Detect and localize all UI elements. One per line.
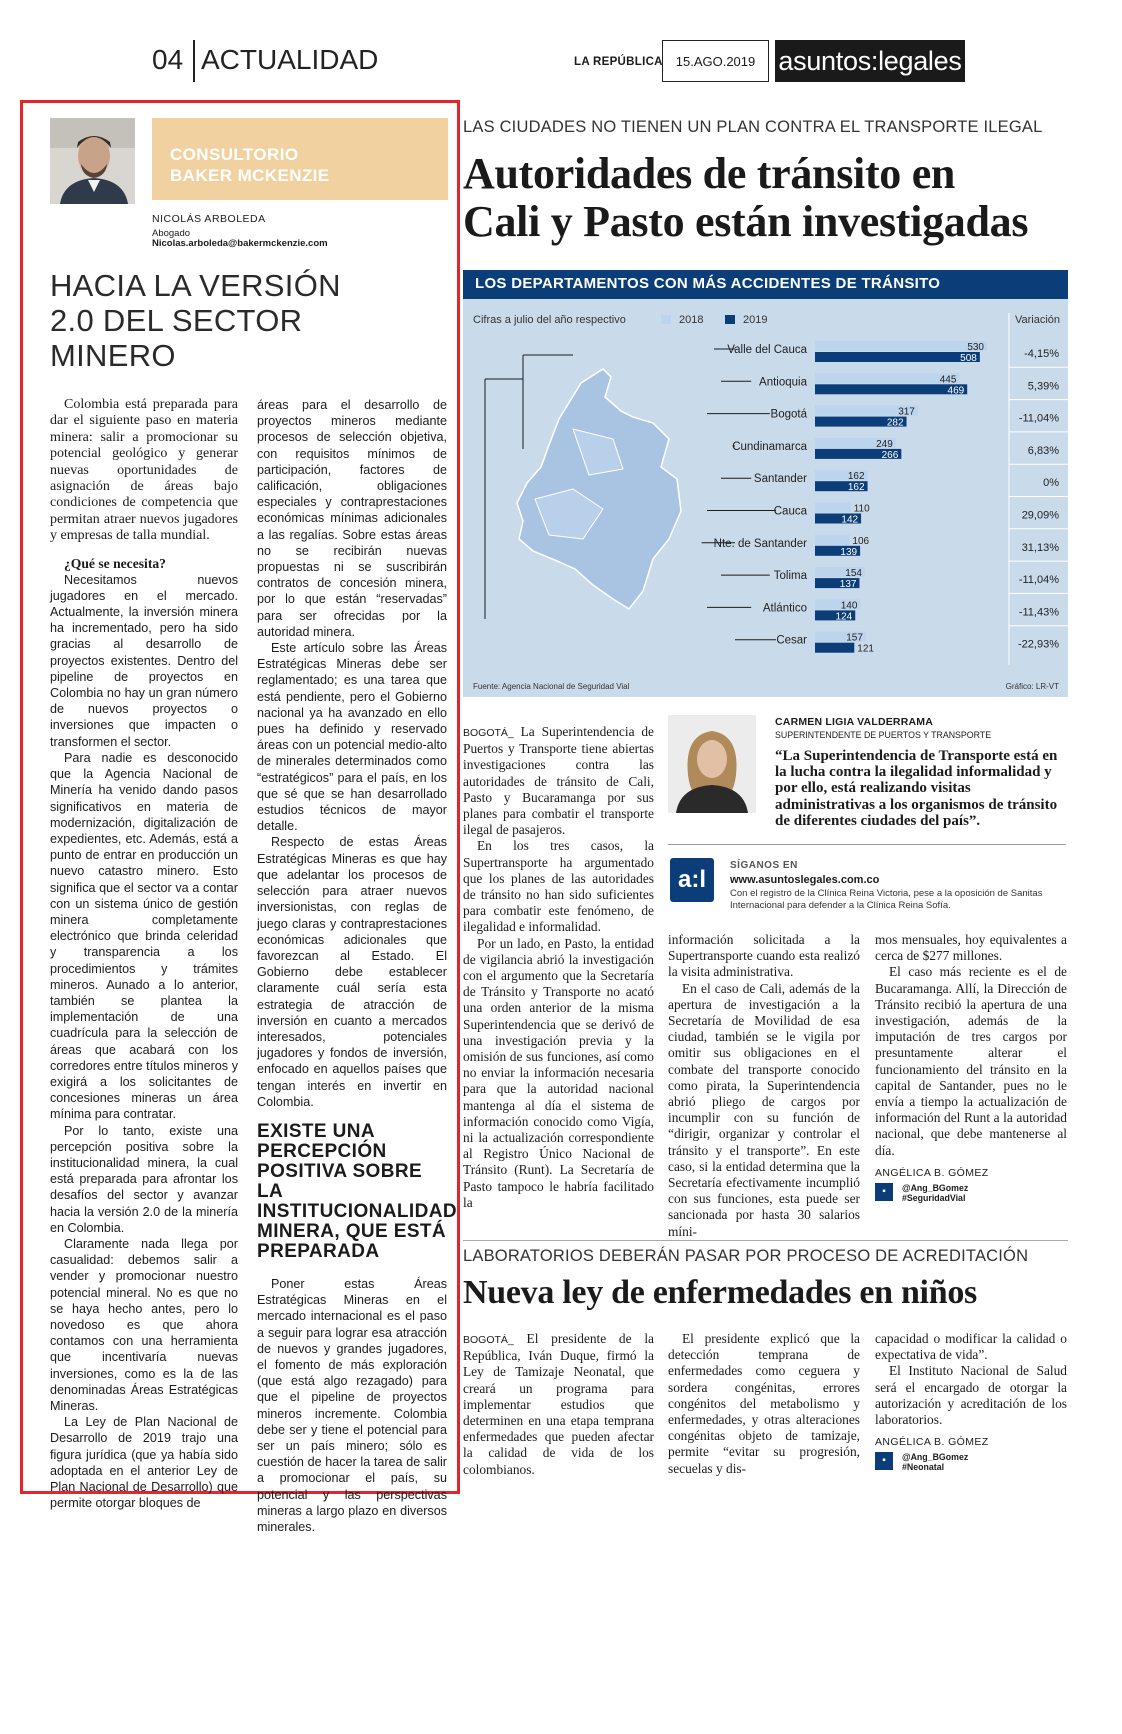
variation-value: 31,13%: [1021, 541, 1059, 554]
variation-value: -11,04%: [1018, 412, 1059, 425]
newspaper-name: LA REPÚBLICA: [574, 56, 663, 68]
author-photo: [50, 118, 135, 204]
variation-value: 5,39%: [1027, 380, 1059, 393]
variation-value: -11,43%: [1018, 606, 1059, 619]
brand-logo: [775, 40, 965, 82]
section-title: ACTUALIDAD: [201, 44, 379, 75]
opinion-title-line3: MINERO: [50, 338, 176, 373]
article-kicker: LAS CIUDADES NO TIENEN UN PLAN CONTRA EL TRANSPORTE ILEGAL: [463, 118, 1043, 136]
opinion-lead: Colombia está preparada para dar el siguiente paso en materia minera: salir a promocionar su potencial geológico y generar nuevas oportunidades de asignación de áreas bajo condiciones de competencia que permitan atraer nuevos jugadores y empresas de talla mundial.: [50, 397, 238, 544]
opinion-paragraph: áreas para el desarrollo de proyectos mineros mediante procesos de selección objetiva, con requisitos mínimos de participación, factores de calificación, obligaciones especiales y contraprestaciones económicas mínimas adicionales a las regalías. Sobre estas áreas no se recibirán nuevas propuestas ni se suscribirán contratos de concesión minera, por lo que están “reservadas” para ser ofrecidas por la autoridad minera.: [257, 398, 447, 639]
column-label-line1: CONSULTORIO: [170, 145, 299, 164]
author-handle[interactable]: @Ang_BGomez: [902, 1452, 969, 1463]
article-column-3: [875, 932, 1067, 1203]
issue-date: [662, 40, 769, 82]
website-link[interactable]: www.asuntoslegales.com.co: [730, 874, 880, 886]
opinion-paragraph: Poner estas Áreas Estratégicas Mineras en el mercado internacional es el paso a seguir para lograr esa atracción de nuevos y grandes jugadores, el fomento de más exploración (que está algo rezagado) para que el pipeline de proyectos mineros incremente. Colombia debe ser y tiene el potencial para ser un país minero; sólo es cuestión de hacer la tarea de salir a promocionar el país, su potencial y las perspectivas mineras a largo plazo en diversos minerales.: [257, 1276, 447, 1534]
category-label: Santander: [753, 473, 807, 486]
article2-column-3: [875, 1331, 1067, 1491]
follow-note: Con el registro de la Clínica Reina Victoria, pese a la oposición de Sanitas Internacional para defender a la Clínica Reina Sofía.: [730, 888, 1043, 911]
opinion-title-line1: HACIA LA VERSIÓN: [50, 268, 341, 303]
article-paragraph: [463, 1331, 654, 1478]
article-paragraph: El Instituto Nacional de Salud será el encargado de otorgar la autorización y acreditación de los laboratorios.: [875, 1363, 1067, 1428]
value-label-2018: 140: [840, 600, 858, 612]
byline-social: [875, 1452, 1067, 1475]
opinion-column-2: [257, 397, 457, 1534]
opinion-title: [50, 268, 430, 373]
value-label-2018: 106: [852, 535, 870, 547]
colombia-map: [517, 369, 681, 609]
category-label: Cesar: [776, 634, 807, 647]
column-label-line2: BAKER MCKENZIE: [170, 166, 330, 185]
chart-title: LOS DEPARTAMENTOS CON MÁS ACCIDENTES DE TRÁNSITO: [463, 270, 1068, 299]
value-label-2019: 469: [947, 385, 965, 397]
byline: ANGÉLICA B. GÓMEZ: [875, 1166, 989, 1179]
value-label-2019: 121: [857, 643, 874, 655]
variation-value: 29,09%: [1021, 509, 1059, 522]
article-column-1: [463, 724, 654, 1214]
article-paragraph: [463, 724, 654, 838]
asuntos-legales-logo: a:l: [670, 858, 714, 902]
chart-credit: Gráfico: LR-VT: [1005, 682, 1059, 691]
category-label: Antioquia: [759, 376, 807, 389]
variation-value: -22,93%: [1018, 638, 1059, 651]
bar-2018: [815, 535, 849, 545]
opinion-paragraph: Claramente nada llega por casualidad: debemos salir a vender y promocionar nuestro potencial mineral. No es que no se haya hecho antes, pero lo novedoso es que ahora contamos con una herramienta que incentivaría nuevas inversiones, como es la de las denominadas Áreas Estratégicas Mineras.: [50, 1236, 238, 1414]
hashtag[interactable]: #SeguridadVial: [902, 1192, 966, 1203]
value-label-2019: 266: [881, 449, 899, 461]
article-paragraph: El presidente explicó que la detección temprana de enfermedades como ceguera y sordera congénitas, errores congénitos del metabolismo y enfermedades, y otras alteraciones congénitas objeto de tamizaje, permite “evitar su progresión, secuelas y dis-: [668, 1331, 860, 1476]
article2-column-2: [668, 1331, 860, 1491]
article-paragraph: información solicitada a la Supertransporte cuando esta realizó la visita administrativa.: [668, 932, 860, 980]
column-label: [170, 144, 330, 186]
opinion-paragraph: Por lo tanto, existe una percepción positiva sobre la institucionalidad minera, la cual está preparada para afrontar los desafíos del sector y avanzar hacia la versión 2.0 de la minería en Colombia.: [50, 1123, 238, 1235]
article-paragraph: mos mensuales, hoy equivalentes a cerca de $277 millones.: [875, 932, 1067, 964]
variation-header: Variación: [1015, 314, 1061, 326]
value-label-2019: 142: [841, 514, 859, 526]
value-label-2019: 137: [839, 579, 857, 591]
opinion-column-1: [50, 397, 238, 1511]
author-role: Abogado: [152, 228, 191, 239]
variation-value: 0%: [1043, 477, 1059, 490]
opinion-paragraph: Para nadie es desconocido que la Agencia Nacional de Minería ha venido dando pasos significativos en materia de modernización, digitalización de expedientes, etc. Además, está a punto de entrar en producción un nuevo catastro minero. Esto significa que el sector va a contar con un sistema único de gestión minera completamente electrónico que brinda celeridad y transparencia a los procedimientos y trámites mineros. Aunado a lo anterior, también se plantea la implementación de una cuadrícula para la selección de áreas que acabará con los corredores entre títulos mineros y exigirá a los solicitantes de concesiones mineras un área mínima para contratar.: [50, 750, 238, 1122]
value-label-2018: 110: [853, 503, 870, 515]
article-paragraph: El caso más reciente es el de Bucaramanga. Allí, la Dirección de Tránsito recibió la apertura de una investigación, además de la imputación de tres cargos por presuntamente alterar el funcionamiento del tránsito en la capital de Santander, pues no le envía a tiempo la actualización de información del Runt a la autoridad nacional, que debe mantenerse al día.: [875, 964, 1067, 1158]
divider: [668, 844, 1066, 845]
follow-label: SÍGANOS EN: [730, 860, 798, 871]
issue-date-text: 15.AGO.2019: [675, 53, 756, 69]
article-paragraph: Por un lado, en Pasto, la entidad de vigilancia abrió la investigación con el argumento que la Secretaría de Tránsito y Transporte no acató una orden anterior de la misma Superintendencia que se derivó de una investigación previa y la omisión de sus funciones, así como no enviar la información necesaria para que la autoridad nacional mantenga al día el sistema de información conocido como Vigía, ni la actualización correspondiente al Registro Único Nacional de Tránsito (Runt). La Secretaría de Pasto tampoco le habría facilitado la: [463, 935, 654, 1210]
brand-text: asuntos:legales: [778, 45, 962, 76]
dateline: BOGOTÁ_: [463, 727, 514, 739]
quote-text: “La Superintendencia de Transporte está en la lucha contra la ilegalidad informalidad y por ello, está realizando visitas administrativas a los organismos de tránsito de diferentes ciudades del país”.: [775, 748, 1058, 829]
quote-author-name: CARMEN LIGIA VALDERRAMA: [775, 716, 934, 728]
value-label-2018: 157: [846, 632, 863, 644]
pull-quote: EXISTE UNA PERCEPCIÓN POSITIVA SOBRE LA INSTITUCIONALIDAD MINERA, QUE ESTÁ PREPARADA: [257, 1120, 457, 1262]
value-label-2018: 154: [845, 568, 862, 580]
hashtag[interactable]: #Neonatal: [902, 1462, 945, 1473]
opinion-paragraph: La Ley de Plan Nacional de Desarrollo de 2019 trajo una figura jurídica (que ya había sido adoptada en el anterior Ley de Plan Nacional de Desarrollo) que permite otorgar bloques de: [50, 1415, 238, 1511]
opinion-paragraph: Respecto de estas Áreas Estratégicas Mineras es que hay que adelantar los procesos de selección para atraer nuevos inversionistas, con reglas de juego claras y contraprestaciones económicas adicionales que favorezcan al Estado. El Gobierno debe establecer claramente cuál sería esta estrategia de atracción de inversión en cuanto a mercados interesados, potenciales jugadores y fondos de inversión, enfocado en aquellos países que tengan interés en invertir en Colombia.: [257, 835, 447, 1109]
bar-2018: [815, 373, 959, 386]
headline-line2: Cali y Pasto están investigadas: [463, 197, 1029, 246]
legend-label-2018: 2018: [679, 314, 704, 326]
value-label-2018: 162: [847, 471, 865, 483]
legend-swatch-2018: [661, 315, 671, 324]
bar-2019: [815, 384, 967, 397]
variation-value: -11,04%: [1018, 574, 1059, 587]
category-label: Nte. de Santander: [713, 537, 807, 550]
value-label-2018: 249: [876, 438, 893, 450]
article2-headline: Nueva ley de enfermedades en niños: [463, 1274, 977, 1311]
twitter-icon: ▪: [875, 1452, 893, 1470]
author-name: NICOLÁS ARBOLEDA: [152, 213, 266, 225]
article-paragraph: capacidad o modificar la calidad o expectativa de vida”.: [875, 1331, 1067, 1363]
value-label-2019: 282: [886, 417, 904, 429]
opinion-subhead: ¿Qué se necesita?: [64, 555, 166, 571]
byline-social: [875, 1183, 1067, 1206]
value-label-2018: 530: [967, 342, 984, 353]
chart-note: Cifras a julio del año respectivo: [473, 314, 626, 326]
article-column-2: [668, 932, 860, 1239]
byline-handles: [902, 1452, 968, 1472]
bar-2018: [815, 341, 987, 351]
dateline: BOGOTÁ_: [463, 1334, 514, 1346]
value-label-2019: 162: [847, 482, 865, 494]
twitter-icon: ▪: [875, 1183, 893, 1201]
article2-column-1: [463, 1331, 654, 1491]
author-email[interactable]: Nicolas.arboleda@bakermckenzie.com: [152, 238, 328, 249]
opinion-paragraph: Este artículo sobre las Áreas Estratégicas Mineras debe ser reglamentado; es una tarea que está pendiente, pero el Gobierno nacional ya ha avanzado en ello pues ha definido y reservado áreas con un potencial medio-alto de minerales determinados como “estratégicos” para el país, en los que sé que se han desarrollado estudios técnicos de mayor detalle.: [257, 641, 447, 834]
category-label: Cauca: [773, 505, 807, 518]
category-label: Valle del Cauca: [727, 344, 807, 356]
category-label: Tolima: [773, 570, 807, 583]
value-label-2019: 124: [835, 611, 853, 623]
byline: ANGÉLICA B. GÓMEZ: [875, 1436, 989, 1449]
accident-chart: [463, 299, 1068, 697]
article-paragraph: En los tres casos, la Supertransporte ha argumentado que los planes de las autoridades de tránsito no han sido suficientes para combatir este fenómeno, de ilegalidad e informalidad.: [463, 838, 654, 935]
variation-value: -4,15%: [1024, 348, 1059, 360]
value-label-2018: 445: [939, 374, 957, 386]
article-headline: [463, 150, 1093, 246]
page-number: 04: [152, 44, 184, 75]
value-label-2019: 508: [960, 353, 977, 364]
opinion-paragraph: Necesitamos nuevos jugadores en el mercado. Actualmente, la inversión minera ha incrementado, pero ha sido gracias al desarrollo de proyectos existentes. Dentro del pipeline de proyectos en Colombia no hay un gran número de nuevos proyectos o inversiones que impacten o transformen el sector.: [50, 572, 238, 749]
author-handle[interactable]: @Ang_BGomez: [902, 1182, 969, 1193]
category-label: Bogotá: [770, 408, 807, 421]
category-label: Atlántico: [762, 602, 807, 615]
legend-label-2019: 2019: [743, 314, 768, 326]
bar-2019: [815, 352, 980, 362]
paragraph-text: La Superintendencia de Puertos y Transporte tiene abiertas investigaciones contra las autoridades de tránsito de Cali, Pasto y Bucaramanga por sus planes para combatir el transporte ilegal de pasajeros.: [463, 724, 654, 838]
divider: [463, 1240, 1068, 1241]
article-paragraph: En el caso de Cali, además de la apertura de investigación a la Secretaría de Movilidad de esa ciudad, también se le vigila por omitir sus obligaciones en el combate del transporte conocido como pirata, la Superintendencia abrió pliego de cargos por incumplir con su función de “dirigir, organizar y controlar el tránsito y el transporte”. En este caso, si la entidad determina que la Secretaría efectivamente incumplió con sus funciones, esta puede ser sancionada por hasta 30 salarios míni-: [668, 980, 860, 1239]
value-label-2019: 139: [840, 546, 858, 558]
headline-line1: Autoridades de tránsito en: [463, 149, 956, 198]
variation-value: 6,83%: [1027, 444, 1059, 457]
byline-handles: [902, 1183, 968, 1203]
legend-swatch-2019: [725, 315, 735, 324]
bar-2018: [815, 503, 851, 513]
bar-2019: [815, 643, 854, 653]
quote-author-photo: [668, 715, 756, 813]
value-label-2018: 317: [898, 406, 915, 418]
opinion-title-line2: 2.0 DEL SECTOR: [50, 303, 303, 338]
header-divider: [193, 40, 195, 82]
article2-kicker: LABORATORIOS DEBERÁN PASAR POR PROCESO DE ACREDITACIÓN: [463, 1247, 1029, 1265]
category-label: Cundinamarca: [732, 440, 807, 453]
chart-source: Fuente: Agencia Nacional de Seguridad Vial: [473, 682, 630, 691]
quote-author-role: SUPERINTENDENTE DE PUERTOS Y TRANSPORTE: [775, 730, 992, 740]
paragraph-text: El presidente de la República, Iván Duque, firmó la Ley de Tamizaje Neonatal, que creará un programa para implementar estudios que determinen en una etapa temprana enfermedades que pueden afectar la calidad de vida de los colombianos.: [463, 1331, 654, 1477]
